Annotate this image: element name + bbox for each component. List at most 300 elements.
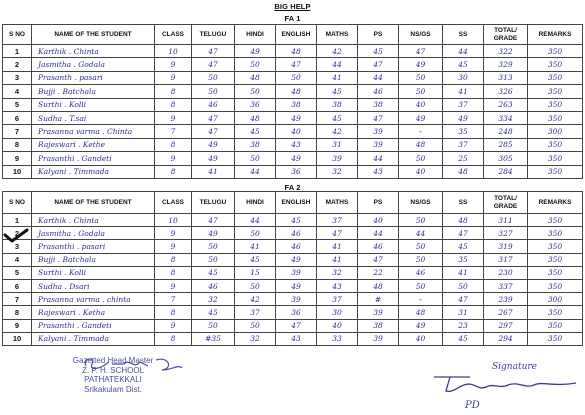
mark-cell: 350 (528, 266, 583, 279)
mark-cell: 45 (276, 214, 317, 227)
mark-cell: 8 (155, 266, 192, 279)
mark-cell: 47 (276, 58, 317, 71)
mark-cell: 50 (235, 152, 276, 165)
table-row (3, 266, 583, 279)
table-row (3, 332, 583, 345)
serial-number-cell: 4 (3, 253, 32, 266)
mark-cell: 50 (399, 253, 443, 266)
school-stamp (58, 356, 168, 394)
fa2-header-row (3, 192, 583, 214)
mark-cell: 48 (276, 45, 317, 58)
mark-cell: 44 (399, 227, 443, 240)
mark-cell: 48 (399, 138, 443, 151)
mark-cell: 311 (484, 214, 528, 227)
mark-cell: 50 (235, 85, 276, 98)
mark-cell: 48 (276, 85, 317, 98)
mark-cell: 47 (399, 45, 443, 58)
table-row (3, 293, 583, 306)
mark-cell: 47 (192, 125, 235, 138)
mark-cell: 47 (443, 293, 484, 306)
mark-cell: 50 (276, 71, 317, 84)
mark-cell: 35 (443, 253, 484, 266)
mark-cell: 42 (235, 293, 276, 306)
mark-cell: 50 (399, 152, 443, 165)
serial-number-cell: 8 (3, 138, 32, 151)
table-row (3, 306, 583, 319)
mark-cell: 50 (399, 279, 443, 292)
serial-number-cell: 10 (3, 332, 32, 345)
mark-cell: 48 (443, 214, 484, 227)
mark-cell: 43 (276, 332, 317, 345)
mark-cell: 8 (155, 165, 192, 178)
mark-cell: 8 (155, 253, 192, 266)
column-header: CLASS (155, 25, 192, 45)
mark-cell: 8 (155, 306, 192, 319)
student-name-cell: Prasanna varma . Chinta (32, 125, 155, 138)
mark-cell: 39 (317, 152, 358, 165)
mark-cell: 22 (358, 266, 399, 279)
student-name-cell: Jasmitha . Godala (32, 227, 155, 240)
table-row (3, 319, 583, 332)
mark-cell: 300 (528, 293, 583, 306)
mark-cell: 49 (276, 253, 317, 266)
mark-cell: 50 (235, 227, 276, 240)
mark-cell: 41 (443, 266, 484, 279)
mark-cell: 9 (155, 227, 192, 240)
mark-cell: 30 (317, 306, 358, 319)
mark-cell: 45 (443, 332, 484, 345)
mark-cell: 46 (192, 98, 235, 111)
mark-cell: 39 (358, 138, 399, 151)
student-name-cell: Prasanna varma . chinta (32, 293, 155, 306)
table-row (3, 85, 583, 98)
mark-cell: 317 (484, 253, 528, 266)
mark-cell: 39 (358, 332, 399, 345)
student-name-cell: Bujji . Batchala (32, 85, 155, 98)
student-name-cell: Prasanthi . pasari (32, 240, 155, 253)
student-name-cell: Prasanth . pasari (32, 71, 155, 84)
table-row (3, 98, 583, 111)
mark-cell: 43 (317, 279, 358, 292)
mark-cell: 39 (276, 266, 317, 279)
column-header: S NO (3, 192, 32, 214)
mark-cell: 50 (399, 240, 443, 253)
mark-cell: 49 (399, 319, 443, 332)
mark-cell: 350 (528, 58, 583, 71)
mark-cell: 36 (276, 165, 317, 178)
mark-cell: 49 (399, 111, 443, 124)
column-header: NS/GS (399, 192, 443, 214)
mark-cell: 40 (358, 214, 399, 227)
mark-cell: 41 (317, 240, 358, 253)
mark-cell: 50 (399, 71, 443, 84)
column-header: REMARKS (528, 25, 583, 45)
mark-cell: 50 (235, 58, 276, 71)
mark-cell: 350 (528, 165, 583, 178)
mark-cell: 50 (443, 279, 484, 292)
student-name-cell: Surthi . Kolli (32, 266, 155, 279)
mark-cell: 44 (358, 227, 399, 240)
column-header: HINDI (235, 25, 276, 45)
mark-cell: 33 (317, 332, 358, 345)
column-header: NAME OF THE STUDENT (32, 192, 155, 214)
serial-number-cell: 1 (3, 214, 32, 227)
mark-cell: 44 (443, 45, 484, 58)
mark-cell: 45 (192, 306, 235, 319)
mark-cell: 38 (276, 98, 317, 111)
mark-cell: 322 (484, 45, 528, 58)
student-name-cell: Kalyani . Timmada (32, 332, 155, 345)
page-title: BIG HELP (274, 2, 311, 11)
mark-cell: 319 (484, 240, 528, 253)
student-name-cell: Prasanthi . Gandeti (32, 319, 155, 332)
mark-cell: 45 (235, 253, 276, 266)
mark-cell: 40 (317, 319, 358, 332)
mark-cell: 50 (399, 85, 443, 98)
mark-cell: 8 (155, 332, 192, 345)
mark-cell: 350 (528, 227, 583, 240)
mark-cell: 43 (276, 138, 317, 151)
mark-cell: 50 (399, 214, 443, 227)
stamp-line-2: Z. P. H. SCHOOL (81, 365, 145, 375)
mark-cell: 31 (317, 138, 358, 151)
mark-cell: 47 (276, 319, 317, 332)
serial-number-cell: 9 (3, 319, 32, 332)
table-row (3, 58, 583, 71)
mark-cell: 350 (528, 319, 583, 332)
mark-cell: 31 (443, 306, 484, 319)
mark-cell: 50 (235, 279, 276, 292)
mark-cell: 32 (192, 293, 235, 306)
mark-cell: 47 (358, 58, 399, 71)
mark-cell: 45 (192, 266, 235, 279)
table-row (3, 214, 583, 227)
mark-cell: - (399, 125, 443, 138)
mark-cell: 350 (528, 98, 583, 111)
mark-cell: 48 (358, 279, 399, 292)
stamp-line-4: Srikakulam Dist. (84, 384, 142, 394)
column-header: NS/GS (399, 25, 443, 45)
table-row (3, 165, 583, 178)
mark-cell: 263 (484, 98, 528, 111)
serial-number-cell: 9 (3, 152, 32, 165)
mark-cell: 7 (155, 293, 192, 306)
mark-cell: 7 (155, 125, 192, 138)
mark-cell: 294 (484, 332, 528, 345)
mark-cell: 44 (358, 152, 399, 165)
mark-cell: 49 (192, 227, 235, 240)
table-row (3, 279, 583, 292)
mark-cell: 23 (443, 319, 484, 332)
mark-cell: 47 (192, 45, 235, 58)
column-header: PS (358, 25, 399, 45)
mark-cell: 38 (358, 98, 399, 111)
table-row (3, 138, 583, 151)
fa1-section-title: FA 1 (284, 14, 301, 23)
mark-cell: 32 (317, 266, 358, 279)
student-name-cell: Karthik . Chinta (32, 45, 155, 58)
mark-cell: 267 (484, 306, 528, 319)
mark-cell: 9 (155, 279, 192, 292)
mark-cell: 40 (399, 332, 443, 345)
mark-cell: 32 (235, 332, 276, 345)
fa1-marks-table (2, 24, 583, 179)
mark-cell: 47 (192, 111, 235, 124)
column-header: SS (443, 25, 484, 45)
stamp-line-1: Gazetted Head Master (72, 356, 154, 365)
mark-cell: 49 (443, 111, 484, 124)
mark-cell: 50 (192, 71, 235, 84)
column-header: REMARKS (528, 192, 583, 214)
mark-cell: 37 (443, 138, 484, 151)
pd-signature (430, 373, 580, 395)
mark-cell: 350 (528, 152, 583, 165)
column-header: TELUGU (192, 192, 235, 214)
mark-cell: 350 (528, 138, 583, 151)
column-header: TOTAL/ GRADE (484, 192, 528, 214)
mark-cell: 350 (528, 306, 583, 319)
table-row (3, 111, 583, 124)
mark-cell: 38 (317, 98, 358, 111)
mark-cell: 9 (155, 240, 192, 253)
mark-cell: 37 (235, 306, 276, 319)
mark-cell: 297 (484, 319, 528, 332)
serial-number-cell: 5 (3, 266, 32, 279)
mark-cell: 46 (358, 240, 399, 253)
mark-cell: 47 (358, 253, 399, 266)
mark-cell: 44 (235, 165, 276, 178)
serial-number-cell: 2 (3, 58, 32, 71)
serial-number-cell: 6 (3, 279, 32, 292)
column-header: NAME OF THE STUDENT (32, 25, 155, 45)
mark-cell: 45 (317, 111, 358, 124)
mark-cell: 46 (192, 279, 235, 292)
table-row (3, 253, 583, 266)
student-name-cell: Rajeswari . Ketha (32, 306, 155, 319)
mark-cell: 32 (317, 165, 358, 178)
mark-cell: 47 (192, 58, 235, 71)
mark-cell: 350 (528, 214, 583, 227)
mark-cell: 47 (192, 214, 235, 227)
student-name-cell: Sudha . Dsari (32, 279, 155, 292)
mark-cell: 337 (484, 279, 528, 292)
mark-cell: 40 (399, 98, 443, 111)
mark-cell: 25 (443, 152, 484, 165)
mark-cell: 38 (358, 319, 399, 332)
mark-cell: 46 (358, 85, 399, 98)
mark-cell: 37 (443, 98, 484, 111)
fa2-marks-table (2, 191, 583, 346)
mark-cell: 15 (235, 266, 276, 279)
mark-cell: 37 (317, 293, 358, 306)
column-header: ENGLISH (276, 25, 317, 45)
mark-cell: 350 (528, 240, 583, 253)
mark-cell: 350 (528, 71, 583, 84)
mark-cell: 230 (484, 266, 528, 279)
mark-cell: 46 (399, 266, 443, 279)
mark-cell: 350 (528, 332, 583, 345)
mark-cell: 44 (235, 214, 276, 227)
mark-cell: 48 (235, 111, 276, 124)
checkmark-icon (3, 228, 29, 244)
mark-cell: 285 (484, 138, 528, 151)
column-header: TOTAL/ GRADE (484, 25, 528, 45)
mark-cell: #35 (192, 332, 235, 345)
mark-cell: 327 (484, 227, 528, 240)
mark-cell: 9 (155, 319, 192, 332)
mark-cell: 49 (235, 45, 276, 58)
mark-cell: 46 (276, 227, 317, 240)
column-header: PS (358, 192, 399, 214)
student-name-cell: Karthik . Chinta (32, 214, 155, 227)
mark-cell: 41 (443, 85, 484, 98)
mark-cell: 46 (276, 240, 317, 253)
mark-cell: 49 (276, 279, 317, 292)
table-row (3, 227, 583, 240)
serial-number-cell: 7 (3, 293, 32, 306)
mark-cell: 10 (155, 45, 192, 58)
mark-cell: 40 (399, 165, 443, 178)
student-name-cell: Sudha . T.sai (32, 111, 155, 124)
student-name-cell: Bujji . Batchala (32, 253, 155, 266)
serial-number-cell: 7 (3, 125, 32, 138)
serial-number-cell: 4 (3, 85, 32, 98)
serial-number-cell: 6 (3, 111, 32, 124)
mark-cell: 8 (155, 98, 192, 111)
column-header: MATHS (317, 192, 358, 214)
fa2-section-title: FA 2 (284, 183, 301, 192)
mark-cell: 10 (155, 214, 192, 227)
student-name-cell: Kalyani . Timmada (32, 165, 155, 178)
mark-cell: 43 (358, 165, 399, 178)
pd-label: PD (465, 400, 480, 411)
mark-cell: 47 (358, 111, 399, 124)
mark-cell: 36 (235, 98, 276, 111)
mark-cell: 41 (317, 253, 358, 266)
mark-cell: 41 (192, 165, 235, 178)
mark-cell: 49 (192, 138, 235, 151)
mark-cell: 44 (317, 58, 358, 71)
mark-cell: 248 (484, 125, 528, 138)
mark-cell: 45 (443, 58, 484, 71)
mark-cell: 49 (276, 111, 317, 124)
serial-number-cell: 8 (3, 306, 32, 319)
table-row (3, 240, 583, 253)
mark-cell: 8 (155, 138, 192, 151)
mark-cell: 41 (317, 71, 358, 84)
mark-cell: 48 (443, 165, 484, 178)
mark-cell: 350 (528, 111, 583, 124)
mark-cell: 40 (276, 125, 317, 138)
table-row (3, 152, 583, 165)
mark-cell: 305 (484, 152, 528, 165)
mark-cell: 39 (276, 293, 317, 306)
column-header: MATHS (317, 25, 358, 45)
mark-cell: 313 (484, 71, 528, 84)
mark-cell: 35 (443, 125, 484, 138)
mark-cell: 39 (358, 125, 399, 138)
mark-cell: 300 (528, 125, 583, 138)
column-header: SS (443, 192, 484, 214)
mark-cell: 38 (235, 138, 276, 151)
mark-cell: 350 (528, 45, 583, 58)
mark-cell: 350 (528, 253, 583, 266)
mark-cell: 50 (192, 253, 235, 266)
mark-cell: 39 (358, 306, 399, 319)
mark-cell: 9 (155, 58, 192, 71)
mark-cell: 8 (155, 85, 192, 98)
mark-cell: 45 (235, 125, 276, 138)
table-row (3, 71, 583, 84)
mark-cell: 42 (317, 45, 358, 58)
mark-cell: 334 (484, 111, 528, 124)
mark-cell: 37 (317, 214, 358, 227)
mark-cell: 284 (484, 165, 528, 178)
mark-cell: 350 (528, 279, 583, 292)
serial-number-cell: 5 (3, 98, 32, 111)
mark-cell: 42 (317, 125, 358, 138)
mark-cell: 47 (317, 227, 358, 240)
student-name-cell: Prasanthi . Gandeti (32, 152, 155, 165)
mark-cell: 47 (443, 227, 484, 240)
serial-number-cell: 1 (3, 45, 32, 58)
mark-cell: 9 (155, 71, 192, 84)
mark-cell: 44 (358, 71, 399, 84)
mark-cell: 9 (155, 152, 192, 165)
mark-cell: 48 (235, 71, 276, 84)
student-name-cell: Jasmitha . Godala (32, 58, 155, 71)
mark-cell: 329 (484, 58, 528, 71)
mark-cell: - (399, 293, 443, 306)
mark-cell: 49 (192, 152, 235, 165)
column-header: S NO (3, 25, 32, 45)
mark-cell: 45 (358, 45, 399, 58)
student-name-cell: Surthi . Kolli (32, 98, 155, 111)
stamp-line-3: PATHATEKKALI (84, 375, 142, 384)
mark-cell: 41 (235, 240, 276, 253)
mark-cell: 50 (192, 240, 235, 253)
mark-cell: 50 (192, 85, 235, 98)
mark-cell: 50 (192, 319, 235, 332)
mark-cell: 239 (484, 293, 528, 306)
mark-cell: 45 (317, 85, 358, 98)
mark-cell: 9 (155, 111, 192, 124)
mark-cell: 49 (399, 58, 443, 71)
mark-cell: 30 (443, 71, 484, 84)
column-header: TELUGU (192, 25, 235, 45)
mark-cell: 326 (484, 85, 528, 98)
column-header: HINDI (235, 192, 276, 214)
mark-cell: 350 (528, 85, 583, 98)
mark-cell: 50 (235, 319, 276, 332)
table-row (3, 45, 583, 58)
fa1-header-row (3, 25, 583, 45)
table-row (3, 125, 583, 138)
mark-cell: # (358, 293, 399, 306)
signature-label: Signature (492, 362, 538, 372)
serial-number-cell: 2 (3, 227, 32, 240)
serial-number-cell: 3 (3, 71, 32, 84)
serial-number-cell: 3 (3, 240, 32, 253)
column-header: ENGLISH (276, 192, 317, 214)
serial-number-cell: 10 (3, 165, 32, 178)
mark-cell: 48 (399, 306, 443, 319)
mark-cell: 45 (443, 240, 484, 253)
student-name-cell: Rajeswari . Kethe (32, 138, 155, 151)
mark-cell: 49 (276, 152, 317, 165)
mark-cell: 36 (276, 306, 317, 319)
column-header: CLASS (155, 192, 192, 214)
